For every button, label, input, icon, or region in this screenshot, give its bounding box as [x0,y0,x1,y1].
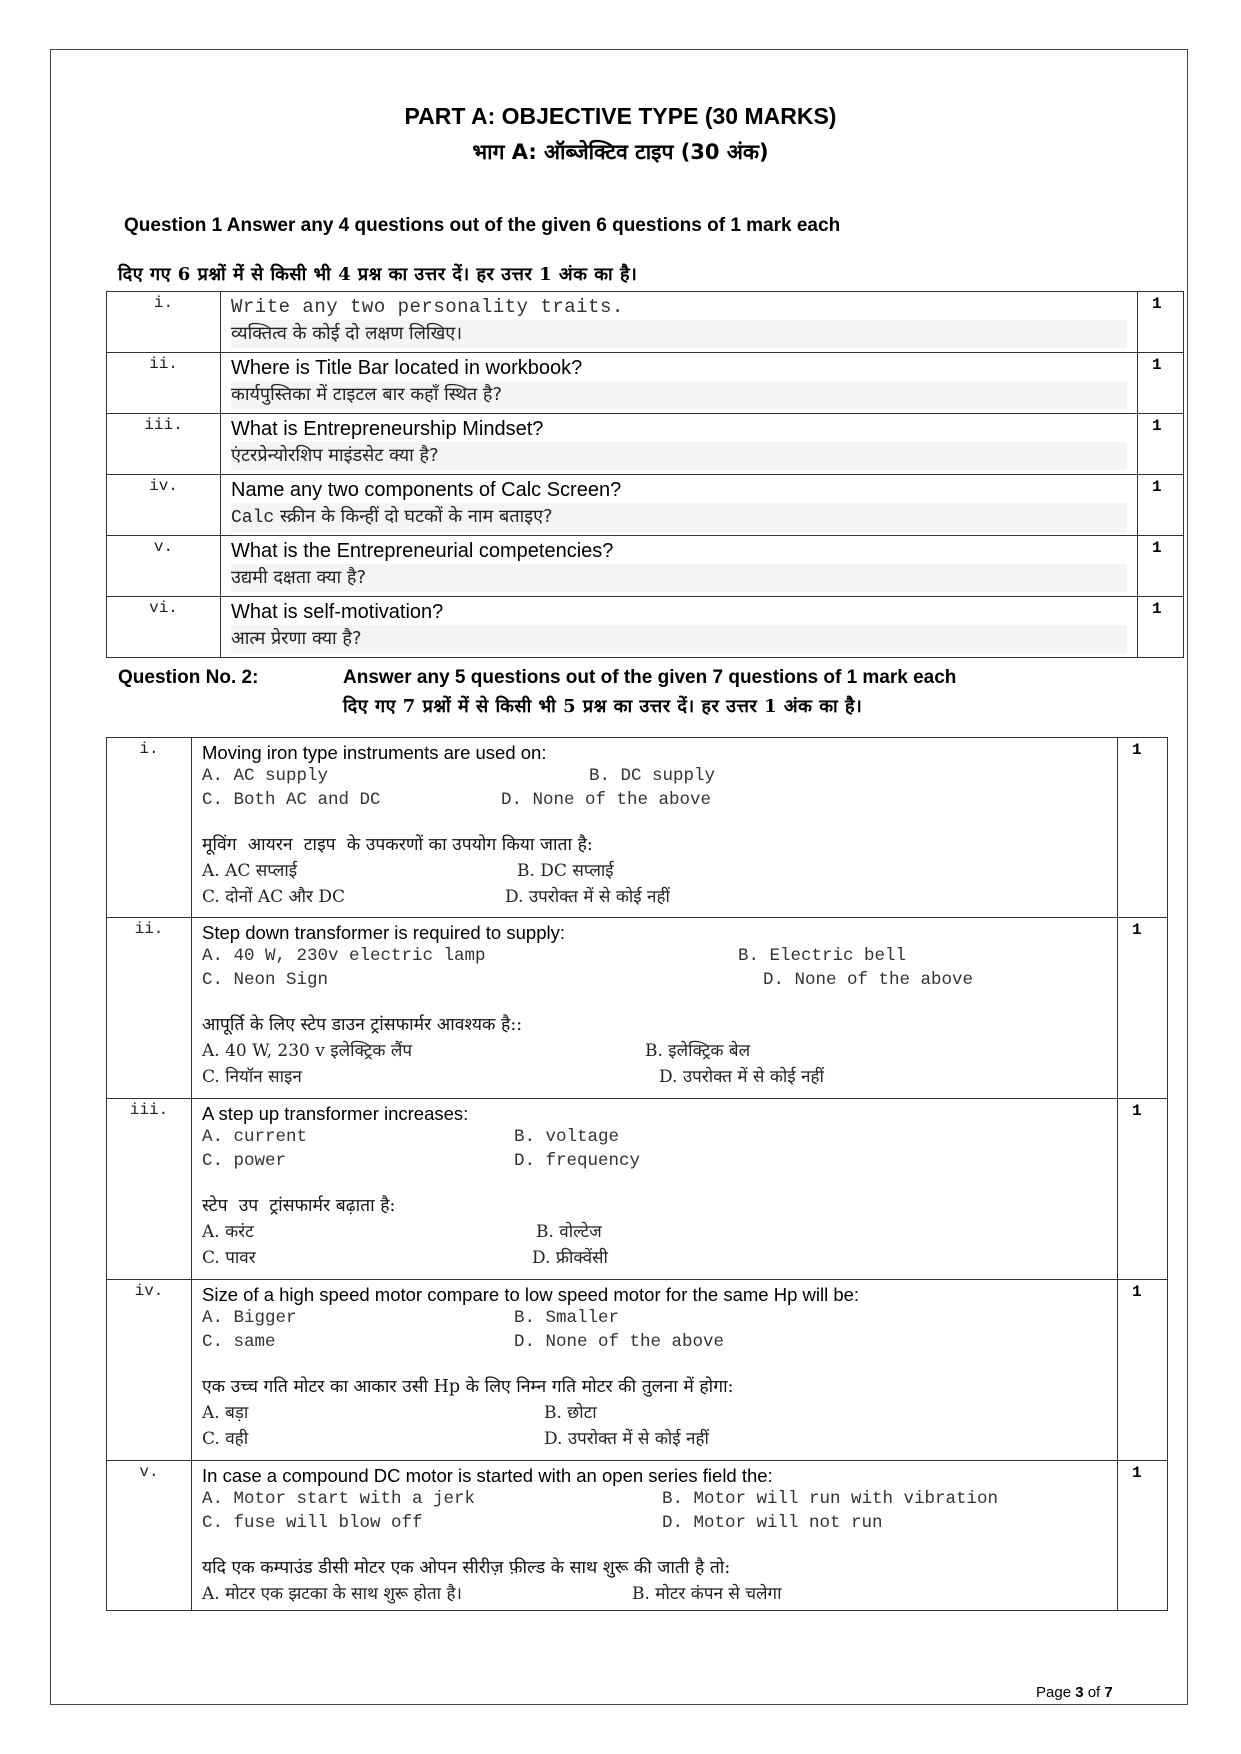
question-text: Where is Title Bar located in workbook? [231,357,583,379]
option-d-hindi: D. उपरोक्त में से कोई नहीं [505,887,670,907]
marks: 1 [1138,353,1184,414]
option-a: A. Bigger [202,1308,297,1328]
option-b: B. Electric bell [738,946,907,966]
option-a: A. Motor start with a jerk [202,1489,476,1509]
option-c-hindi: C. वही [202,1429,249,1449]
option-b-hindi: B. मोटर कंपन से चलेगा [632,1584,782,1604]
option-d: D. None of the above [763,970,974,990]
table-row [107,414,1184,475]
option-c-hindi: C. पावर [202,1248,256,1268]
table-row [107,475,1184,536]
option-d-hindi: D. उपरोक्त में से कोई नहीं [659,1067,824,1087]
table-row [107,353,1184,414]
option-d: D. None of the above [501,790,712,810]
question-stem: In case a compound DC motor is started with an open series field the: [202,1465,773,1486]
table-row [107,536,1184,597]
page-number: 3 [1075,1684,1084,1701]
question2-heading-hindi: दिए गए 7 प्रश्नों में से किसी भी 5 प्रश्न का उत्तर दें। हर उत्तर 1 अंक का है। [343,696,863,717]
marks: 1 [1138,414,1184,475]
table-row [107,738,1168,918]
table-row [107,292,1184,353]
option-c: C. same [202,1332,276,1352]
option-d: D. Motor will not run [662,1513,883,1533]
question-stem: A step up transformer increases: [202,1103,469,1124]
marks: 1 [1118,1099,1168,1280]
option-c-hindi: C. दोनों AC और DC [202,887,345,907]
row-number: iii. [107,414,221,475]
question-text-hindi-rest: स्क्रीन के किन्हीं दो घटकों के नाम बताइए? [274,506,553,527]
option-c: C. fuse will blow off [202,1513,423,1533]
footer-middle: of [1083,1684,1105,1701]
question-text: Name any two components of Calc Screen? [231,479,622,501]
marks: 1 [1118,738,1168,918]
question-text-hindi: एंटरप्रेन्योरशिप माइंडसेट क्या है? [231,442,1127,470]
table-row [107,1280,1168,1461]
question-stem: Moving iron type instruments are used on: [202,742,547,763]
option-c: C. Neon Sign [202,970,329,990]
table-row [107,1461,1168,1611]
row-number: v. [107,536,221,597]
question-text: What is Entrepreneurship Mindset? [231,418,544,440]
option-b-hindi: B. DC सप्लाई [517,861,614,881]
option-c-hindi: C. नियॉन साइन [202,1067,302,1087]
row-number: i. [107,292,221,353]
option-b: B. DC supply [589,766,716,786]
option-a-hindi: A. मोटर एक झटका के साथ शुरू होता है। [202,1584,462,1604]
row-number: vi. [107,597,221,658]
question-text-hindi: कार्यपुस्तिका में टाइटल बार कहाँ स्थित है? [231,381,1127,409]
question2-label: Question No. 2: [118,667,259,688]
row-number: v. [107,1461,192,1611]
option-c: C. Both AC and DC [202,790,381,810]
question2-heading: Answer any 5 questions out of the given 7 questions of 1 mark each [343,667,957,688]
marks: 1 [1138,475,1184,536]
question-text-hindi: उद्यमी दक्षता क्या है? [231,564,1127,592]
question-text-hindi [231,503,1127,532]
footer-prefix: Page [1036,1684,1076,1701]
option-b: B. Motor will run with vibration [662,1489,999,1509]
part-title-hindi: भाग A: ऑब्जेक्टिव टाइप (30 अंक) [472,140,769,164]
marks: 1 [1118,1280,1168,1461]
marks: 1 [1138,597,1184,658]
calc-word: Calc [231,508,275,528]
option-d-hindi: D. फ्रीक्वेंसी [532,1248,608,1268]
part-title: PART A: OBJECTIVE TYPE (30 MARKS) [404,103,837,129]
option-a: A. current [202,1127,308,1147]
row-number: iv. [107,1280,192,1461]
question1-heading: Question 1 Answer any 4 questions out of the given 6 questions of 1 mark each [124,215,841,236]
table-row [107,597,1184,658]
question1-heading-hindi: दिए गए 6 प्रश्नों में से किसी भी 4 प्रश्न का उत्तर दें। हर उत्तर 1 अंक का है। [118,264,638,285]
question-stem-hindi: मूविंग आयरन टाइप के उपकरणों का उपयोग किया जाता है: [202,835,593,855]
question1-table [106,291,1184,658]
option-a: A. 40 W, 230v electric lamp [202,946,486,966]
option-a-hindi: A. बड़ा [202,1403,249,1423]
question2-table [106,737,1168,1611]
option-a: A. AC supply [202,766,329,786]
row-number: ii. [107,918,192,1099]
question-text-hindi: व्यक्तित्व के कोई दो लक्षण लिखिए। [231,320,1127,348]
question-stem-hindi: आपूर्ति के लिए स्टेप डाउन ट्रांसफार्मर आवश्यक है:: [202,1015,523,1035]
question-text: Write any two personality traits. [231,296,624,318]
option-d-hindi: D. उपरोक्त में से कोई नहीं [544,1429,709,1449]
row-number: iii. [107,1099,192,1280]
page-footer [1036,1684,1113,1701]
option-d: D. frequency [514,1151,641,1171]
option-a-hindi: A. 40 W, 230 v इलेक्ट्रिक लैंप [202,1041,413,1061]
table-row [107,1099,1168,1280]
question-stem-hindi: स्टेप उप ट्रांसफार्मर बढ़ाता है: [202,1196,396,1216]
marks: 1 [1118,1461,1168,1611]
option-b: B. Smaller [514,1308,620,1328]
page-total: 7 [1104,1684,1113,1701]
row-number: i. [107,738,192,918]
marks: 1 [1118,918,1168,1099]
row-number: iv. [107,475,221,536]
option-d: D. None of the above [514,1332,725,1352]
option-a-hindi: A. करंट [202,1222,254,1242]
option-b: B. voltage [514,1127,620,1147]
question-text-hindi: आत्म प्रेरणा क्या है? [231,625,1127,653]
option-b-hindi: B. इलेक्ट्रिक बेल [645,1041,751,1061]
table-row [107,918,1168,1099]
question-stem-hindi: एक उच्च गति मोटर का आकार उसी Hp के लिए निम्न गति मोटर की तुलना में होगा: [202,1377,734,1397]
question-text: What is self-motivation? [231,601,444,623]
row-number: ii. [107,353,221,414]
marks: 1 [1138,292,1184,353]
question-stem: Step down transformer is required to supply: [202,922,565,943]
question-stem: Size of a high speed motor compare to low speed motor for the same Hp will be: [202,1284,860,1305]
question-stem-hindi: यदि एक कम्पाउंड डीसी मोटर एक ओपन सीरीज़ फ़ील्ड के साथ शुरू की जाती है तो: [202,1558,731,1578]
option-b-hindi: B. वोल्टेज [536,1222,602,1242]
marks: 1 [1138,536,1184,597]
option-b-hindi: B. छोटा [544,1403,597,1423]
option-c: C. power [202,1151,287,1171]
option-a-hindi: A. AC सप्लाई [202,861,298,881]
question-text: What is the Entrepreneurial competencies? [231,540,614,562]
